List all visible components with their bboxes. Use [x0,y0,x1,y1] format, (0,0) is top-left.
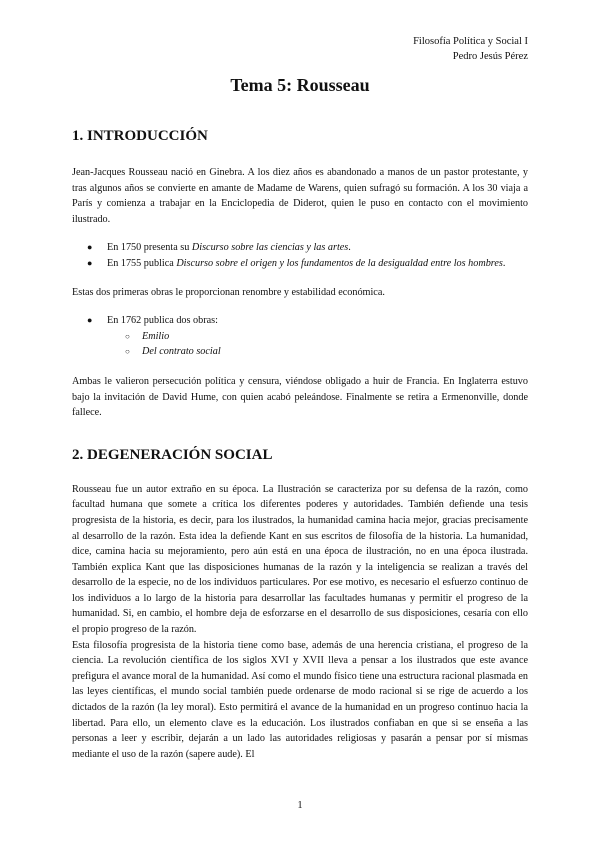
document-title: Tema 5: Rousseau [230,75,370,95]
work-title: Discurso sobre las ciencias y las artes [191,242,349,254]
works-sublist [72,329,528,360]
intro-bullet-list [72,240,528,271]
list-item: ○ Emilio [72,329,528,345]
section-heading-degeneracion: 2. DEGENERACIÓN SOCIAL [72,446,273,463]
degeneracion-paragraph-1: Rousseau fue un autor extraño en su época. La Ilustración se caracteriza por su defensa de la razón, como facultad humana que somete a crítica los diferentes poderes y autoridades. También defiende una tesis progresista de la historia, es decir, para los ilustrados, la humanidad camina hacia mejor, gracias precisamente al desarrollo de la razón. Esta idea la defiende Kant en sus escritos de filosofía de la historia. La humanidad, dice, camina hacia su mejoramiento, pero aún está en una época de ilustración, no en una época ilustrada. También explica Kant que las disposiciones humanas de la razón y la inteligencia se realizan a través del desarrollo de la especie, no de los individuos particulares. Por ese motivo, es necesario el esfuerzo continuo de los individuos a lo largo de la historia para desarrollar las facultades humanas y permitir el progreso de la humanidad. Si, en cambio, el hombre deja de esforzarse en el desarrollo de sus disposiciones, cesaría con ello el propio progreso de la razón. [72,483,528,636]
intro-bullet-list-2 [72,313,528,329]
document-body [72,128,528,762]
running-header [413,34,528,64]
list-item: ● En 1750 presenta su Discurso sobre las ciencias y las artes. [72,240,528,256]
work-title: Discurso sobre el origen y los fundamentos de la desigualdad entre los hombres [176,257,503,269]
list-item: ● En 1755 publica Discurso sobre el origen y los fundamentos de la desigualdad entre los hombres. [72,256,528,272]
list-item: ● En 1762 publica dos obras: [72,313,528,329]
degeneracion-paragraph-2: Esta filosofía progresista de la historia tiene como base, además de una herencia cristiana, el progreso de la ciencia. La revolución científica de los siglos XVI y XVII lleva a pensar a los ilustrados que este avance prefigura el avance moral de la humanidad. Así como el mundo físico tiene una estructura racional plasmada en las leyes científicas, el mundo social también puede ordenarse de modo racional si se rige de acuerdo a los dictados de la razón (la ley moral). Esto permitirá el avance de la humanidad en un progreso continuo hacia la libertad. Para ello, un elemento clave es la educación. Los ilustrados confiaban en que si se enseña a las personas a leer y escribir, dejarán a un lado las autoridades religiosas y pasarán a pensar por sí mismas mediante el uso de la razón (sapere aude). El [72,639,528,760]
bullet-icon: ● [87,257,93,268]
list-item: ○ Del contrato social [72,344,528,360]
header-course: Filosofía Política y Social I [413,36,528,47]
circle-bullet-icon: ○ [125,347,130,357]
bullet-icon: ● [87,242,93,253]
intro-paragraph-1: Jean-Jacques Rousseau nació en Ginebra. A los diez años es abandonado a manos de un pastor protestante, y tras algunos años se convierte en amante de Madame de Warens, quien sufragó su formación. A los 30 viaja a París y comienza a trabajar en la Enciclopedia de Diderot, quien le puso en contacto con el movimiento ilustrado. [72,167,528,225]
bullet-icon: ● [87,315,93,326]
page-number: 1 [297,800,303,811]
circle-bullet-icon: ○ [125,331,130,341]
section-heading-introduccion: 1. INTRODUCCIÓN [72,128,208,144]
intro-paragraph-3: Ambas le valieron persecución política y censura, viéndose obligado a huir de Francia. En Inglaterra estuvo bajo la invitación de David Hume, con quien acabó peleándose. Finalmente se retira a Ermenonville, donde fallece. [72,375,528,419]
intro-paragraph-2: Estas dos primeras obras le proporcionan renombre y estabilidad económica. [72,286,385,298]
header-author: Pedro Jesús Pérez [452,51,528,62]
